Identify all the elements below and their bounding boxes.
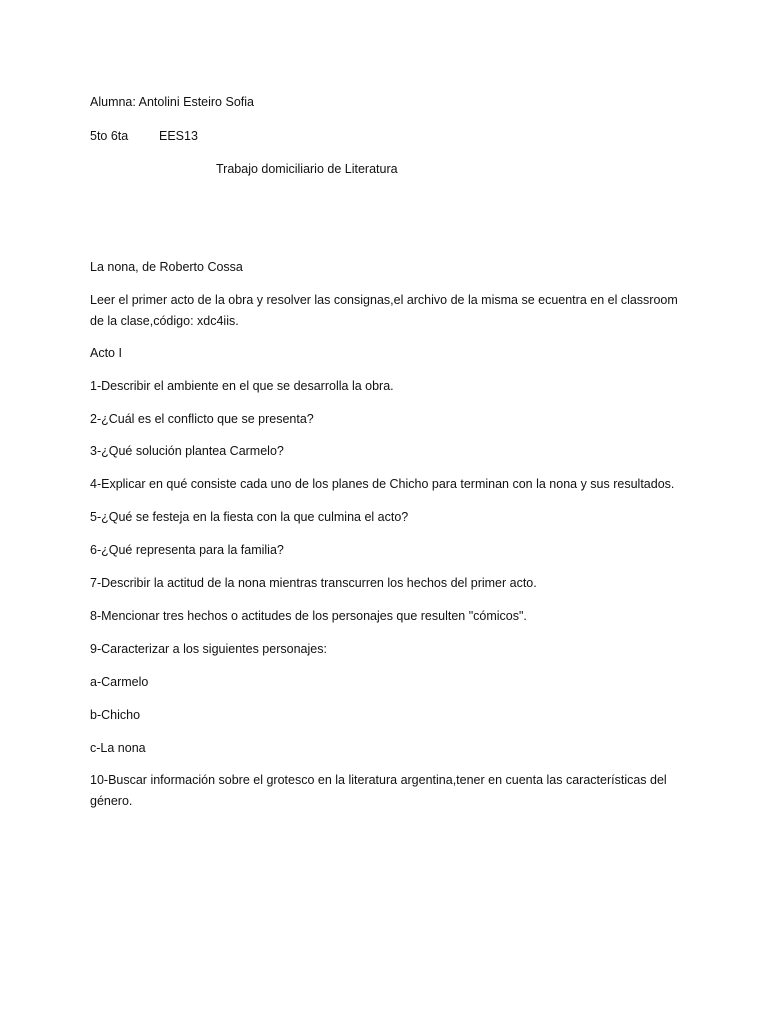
question-8: 8-Mencionar tres hechos o actitudes de los personajes que resulten "cómicos". (90, 609, 527, 623)
act-label: Acto I (90, 346, 122, 360)
document-title: Trabajo domiciliario de Literatura (216, 162, 398, 176)
question-4: 4-Explicar en qué consiste cada uno de los planes de Chicho para terminan con la nona y sus resultados. (90, 477, 675, 491)
question-9: 9-Caracterizar a los siguientes personajes: (90, 642, 327, 656)
question-10: 10-Buscar información sobre el grotesco en la literatura argentina,tener en cuenta las características del género. (90, 773, 667, 808)
question-7: 7-Describir la actitud de la nona mientras transcurren los hechos del primer acto. (90, 576, 537, 590)
course-label: 5to 6ta (90, 129, 129, 143)
question-5: 5-¿Qué se festeja en la fiesta con la que culmina el acto? (90, 510, 409, 524)
work-heading: La nona, de Roberto Cossa (90, 260, 243, 274)
question-6: 6-¿Qué representa para la familia? (90, 543, 284, 557)
character-la-nona: c-La nona (90, 741, 146, 755)
student-name: Alumna: Antolini Esteiro Sofia (90, 95, 254, 109)
character-chicho: b-Chicho (90, 708, 141, 722)
question-1: 1-Describir el ambiente en el que se desarrolla la obra. (90, 379, 394, 393)
school-label: EES13 (159, 129, 198, 143)
character-carmelo: a-Carmelo (90, 675, 149, 689)
instructions-paragraph: Leer el primer acto de la obra y resolver las consignas,el archivo de la misma se ecuentra en el classroom de la clase,código: xdc4iis. (90, 293, 678, 328)
question-2: 2-¿Cuál es el conflicto que se presenta? (90, 412, 314, 426)
question-3: 3-¿Qué solución plantea Carmelo? (90, 444, 284, 458)
